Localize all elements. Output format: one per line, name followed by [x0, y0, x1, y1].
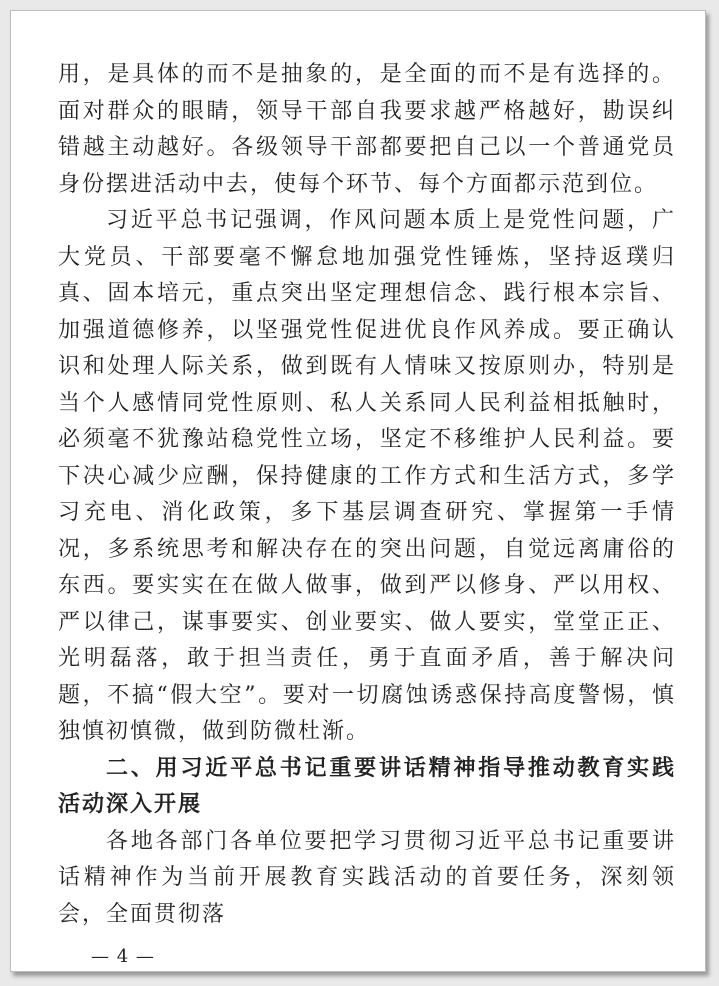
page-number: — 4 — [91, 946, 155, 967]
paragraph-implementation: 各地各部门各单位要把学习贯彻习近平总书记重要讲话精神作为当前开展教育实践活动的首要任务，深刻领会，全面贯彻落 [58, 828, 676, 927]
paragraph-party-spirit: 习近平总书记强调，作风问题本质上是党性问题，广大党员、干部要毫不懈怠地加强党性锤炼，坚持返璞归真、固本培元，重点突出坚定理想信念、践行根本宗旨、加强道德修养，以坚强党性促进优良作风养成。要正确认识和处理人际关系，做到既有人情味又按原则办，特别是当个人感情同党性原则、私人关系同人民利益相抵触时，必须毫不犹豫站稳党性立场，坚定不移维护人民利益。要下决心减少应酬，保持健康的工作方式和生活方式，多学习充电、消化政策，多下基层调查研究、掌握第一手情况，多系统思考和解决存在的突出问题，自觉远离庸俗的东西。要实实在在做人做事，做到严以修身、严以用权、严以律己，谋事要实、创业要实、做人要实，堂堂正正、光明磊落，敢于担当责任，勇于直面矛盾，善于解决问题，不搞“假大空”。要对一切腐蚀诱惑保持高度警惕，慎独慎初慎微，做到防微杜渐。 [58, 208, 676, 744]
section-heading: 二、用习近平总书记重要讲话精神指导推动教育实践活动深入开展 [58, 755, 676, 817]
document-page [10, 10, 706, 972]
body-text [58, 57, 676, 933]
paragraph-continuation: 用，是具体的而不是抽象的，是全面的而不是有选择的。面对群众的眼睛，领导干部自我要求越严格越好，勘误纠错越主动越好。各级领导干部都要把自己以一个普通党员身份摆进活动中去，使每个环节、每个方面都示范到位。 [58, 62, 676, 197]
